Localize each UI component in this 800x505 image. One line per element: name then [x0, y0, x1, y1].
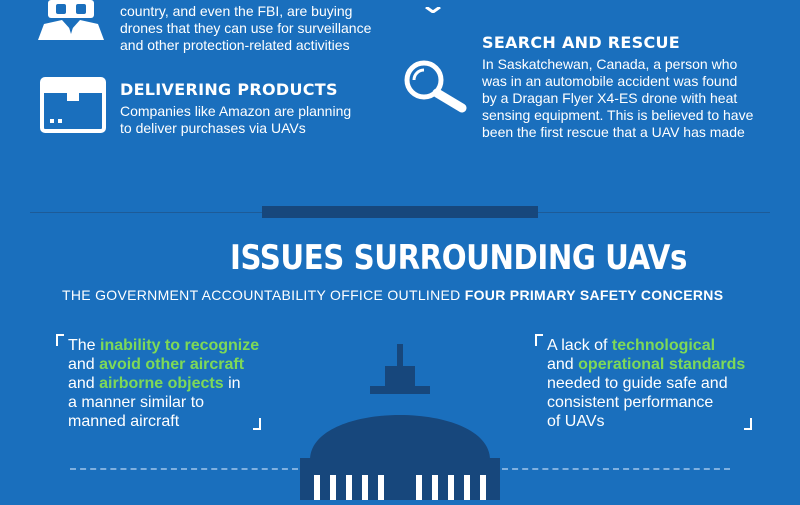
capitol-building-icon: [300, 340, 500, 500]
concern-right: [547, 336, 777, 431]
text-line: by a Dragan Flyer X4-ES drone with heat: [482, 90, 738, 106]
delivering-title: DELIVERING PRODUCTS: [120, 80, 338, 99]
concern-text: and: [547, 356, 579, 373]
top-left-text: [120, 3, 410, 54]
concern-text: of UAVs: [547, 413, 605, 430]
concern-text: manned aircraft: [68, 413, 180, 430]
text-line: and other protection-related activities: [120, 37, 350, 53]
text-line: to deliver purchases via UAVs: [120, 120, 306, 136]
subtitle-plain: THE GOVERNMENT ACCOUNTABILITY OFFICE OUTLINED: [62, 287, 465, 303]
concern-text: consistent performance: [547, 394, 714, 411]
text-line: In Saskatchewan, Canada, a person who: [482, 56, 738, 72]
issues-title-wrap: [230, 238, 687, 280]
text-line: sensing equipment. This is believed to have: [482, 107, 754, 123]
search-text: [482, 56, 782, 141]
magnifying-glass-icon: [402, 58, 468, 114]
concern-highlight: technological: [611, 337, 716, 354]
concern-text: and: [68, 356, 100, 373]
concern-highlight: operational standards: [578, 356, 746, 373]
concern-highlight: avoid other aircraft: [99, 356, 245, 373]
subtitle-bold: FOUR PRIMARY SAFETY CONCERNS: [464, 287, 724, 303]
text-line: country, and even the FBI, are buying: [120, 3, 353, 19]
bracket-close-right: [744, 418, 752, 430]
delivering-text: [120, 103, 380, 137]
package-box-icon: [40, 77, 106, 133]
search-title: SEARCH AND RESCUE: [482, 33, 681, 52]
section-divider-bar: [262, 206, 538, 218]
bracket-close-left: [253, 418, 261, 430]
concern-text: in: [223, 375, 241, 392]
concern-text: A lack of: [547, 337, 612, 354]
police-officer-icon: [38, 0, 104, 40]
dashed-divider-right: [502, 468, 730, 470]
issues-title: ISSUES SURROUNDING UAVs: [230, 238, 687, 278]
text-line: been the first rescue that a UAV has made: [482, 124, 745, 140]
bracket-open-right: [535, 334, 543, 346]
dashed-divider-left: [70, 468, 298, 470]
partial-icon: [424, 0, 442, 6]
concern-text: a manner similar to: [68, 394, 205, 411]
text-line: was in an automobile accident was found: [482, 73, 738, 89]
concern-left: [68, 336, 288, 431]
concern-highlight: airborne objects: [99, 375, 224, 392]
text-line: Companies like Amazon are planning: [120, 103, 352, 119]
text-line: drones that they can use for surveillance: [120, 20, 372, 36]
bracket-open-left: [56, 334, 64, 346]
concern-text: needed to guide safe and: [547, 375, 728, 392]
concern-text: and: [68, 375, 100, 392]
concern-text: The: [68, 337, 101, 354]
issues-subtitle: [62, 287, 723, 303]
concern-highlight: inability to recognize: [100, 337, 260, 354]
